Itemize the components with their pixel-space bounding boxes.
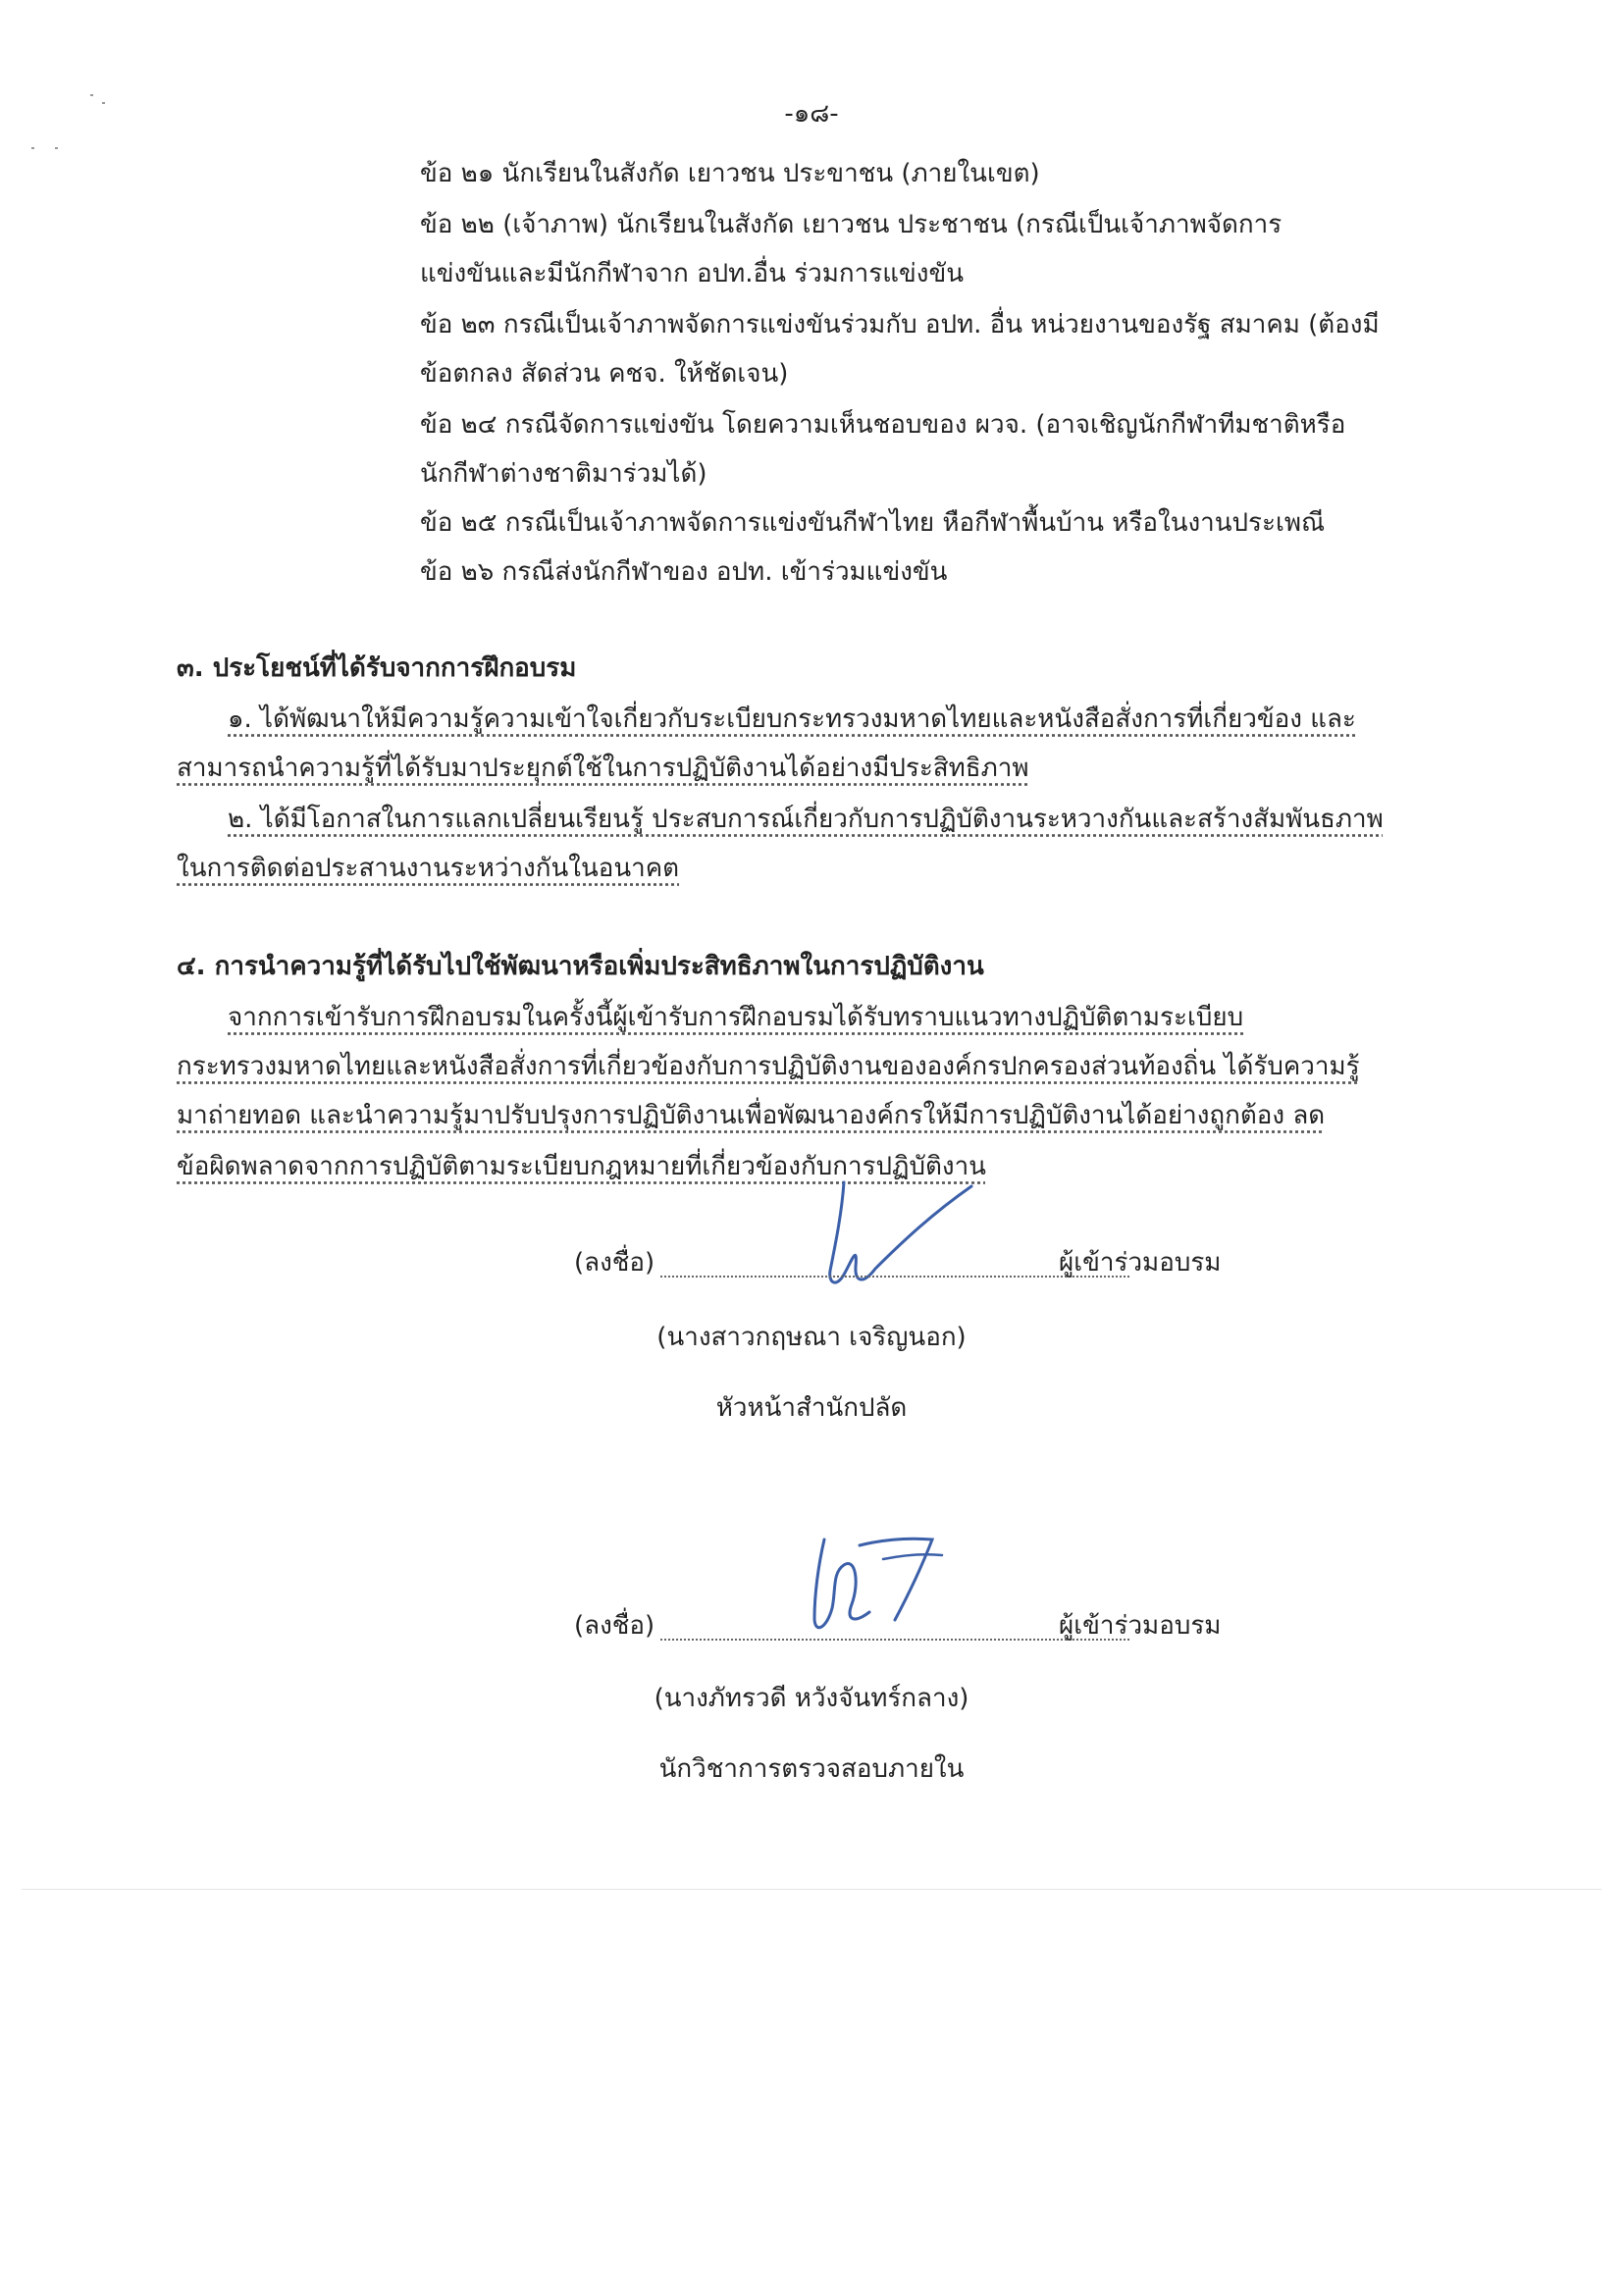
signer-name: (นางภัทรวดี หวังจันทร์กลาง) — [654, 1684, 969, 1713]
signer-position: นักวิชาการตรวจสอบภายใน — [658, 1754, 965, 1784]
paragraph-line: กระทรวงมหาดไทยและหนังสือสั่งการที่เกี่ยวข้องกับการปฏิบัติงานขององค์กรปกครองส่วนท้องถิ่น ได้รับความรู้ — [177, 1052, 1360, 1081]
paragraph-line: จากการเข้ารับการฝึกอบรมในครั้งนี้ผู้เข้ารับการฝึกอบรมได้รับทราบแนวทางปฏิบัติตามระเบียบ — [228, 1003, 1244, 1032]
list-item: นักกีฬาต่างชาติมาร่วมได้) — [420, 459, 707, 489]
section-heading: ๔. การนำความรู้ที่ได้รับไปใช้พัฒนาหรือเพิ่มประสิทธิภาพในการปฏิบัติงาน — [177, 952, 984, 981]
paragraph-line: สามารถนำความรู้ที่ได้รับมาประยุกต์ใช้ในการปฏิบัติงานได้อย่างมีประสิทธิภาพ — [177, 754, 1029, 783]
paragraph-line: ข้อผิดพลาดจากการปฏิบัติตามระเบียบกฎหมายที่เกี่ยวข้องกับการปฏิบัติงาน — [177, 1152, 986, 1181]
paragraph-line: มาถ่ายทอด และนำความรู้มาปรับปรุงการปฏิบัติงานเพื่อพัฒนาองค์กรให้มีการปฏิบัติงานได้อย่างถูกต้อง ลด — [177, 1101, 1326, 1130]
list-item: ข้อ ๒๕ กรณีเป็นเจ้าภาพจัดการแข่งขันกีฬาไทย หือกีฬาพื้นบ้าน หรือในงานประเพณี — [420, 508, 1326, 538]
list-item: ข้อตกลง สัดส่วน คชจ. ให้ชัดเจน) — [420, 359, 789, 389]
signer-role: ผู้เข้าร่วมอบรม — [1059, 1248, 1222, 1278]
signature-line — [574, 1601, 1261, 1650]
page-number: -๑๘- — [784, 99, 839, 129]
signer-role: ผู้เข้าร่วมอบรม — [1059, 1611, 1222, 1641]
sign-label: (ลงชื่อ) — [574, 1248, 655, 1278]
scan-edge-line — [22, 1889, 1601, 1890]
scan-speck — [31, 147, 34, 149]
list-item: ข้อ ๒๓ กรณีเป็นเจ้าภาพจัดการแข่งขันร่วมกับ อปท. อื่น หน่วยงานของรัฐ สมาคม (ต้องมี — [420, 310, 1380, 339]
scan-speck — [55, 147, 58, 149]
list-item: แข่งขันและมีนักกีฬาจาก อปท.อื่น ร่วมการแข่งขัน — [420, 259, 964, 288]
list-item: ข้อ ๒๒ (เจ้าภาพ) นักเรียนในสังกัด เยาวชน ประชาชน (กรณีเป็นเจ้าภาพจัดการ — [420, 210, 1283, 239]
list-item: ข้อ ๒๑ นักเรียนในสังกัด เยาวชน ประขาชน (ภายในเขต) — [420, 159, 1040, 188]
paragraph-line: ๑. ได้พัฒนาให้มีความรู้ความเข้าใจเกี่ยวกับระเบียบกระทรวงมหาดไทยและหนังสือสั่งการที่เกี่ยวข้อง และ — [228, 704, 1356, 734]
signer-name: (นางสาวกฤษณา เจริญนอก) — [656, 1323, 967, 1352]
sign-label: (ลงชื่อ) — [574, 1611, 655, 1641]
paragraph-line: ในการติดต่อประสานงานระหว่างกันในอนาคต — [177, 854, 680, 883]
paragraph-line: ๒. ได้มีโอกาสในการแลกเปลี่ยนเรียนรู้ ประสบการณ์เกี่ยวกับการปฏิบัติงานระหวางกันและสร้างสัมพันธภาพ — [228, 805, 1384, 834]
signer-position: หัวหน้าสำนักปลัด — [715, 1393, 908, 1423]
section-heading: ๓. ประโยชน์ที่ได้รับจากการฝึกอบรม — [177, 653, 577, 683]
list-item: ข้อ ๒๔ กรณีจัดการแข่งขัน โดยความเห็นชอบของ ผวจ. (อาจเชิญนักกีฬาทีมชาติหรือ — [420, 410, 1346, 440]
signature-line — [574, 1238, 1261, 1287]
list-item: ข้อ ๒๖ กรณีส่งนักกีฬาของ อปท. เข้าร่วมแข่งขัน — [420, 557, 948, 587]
